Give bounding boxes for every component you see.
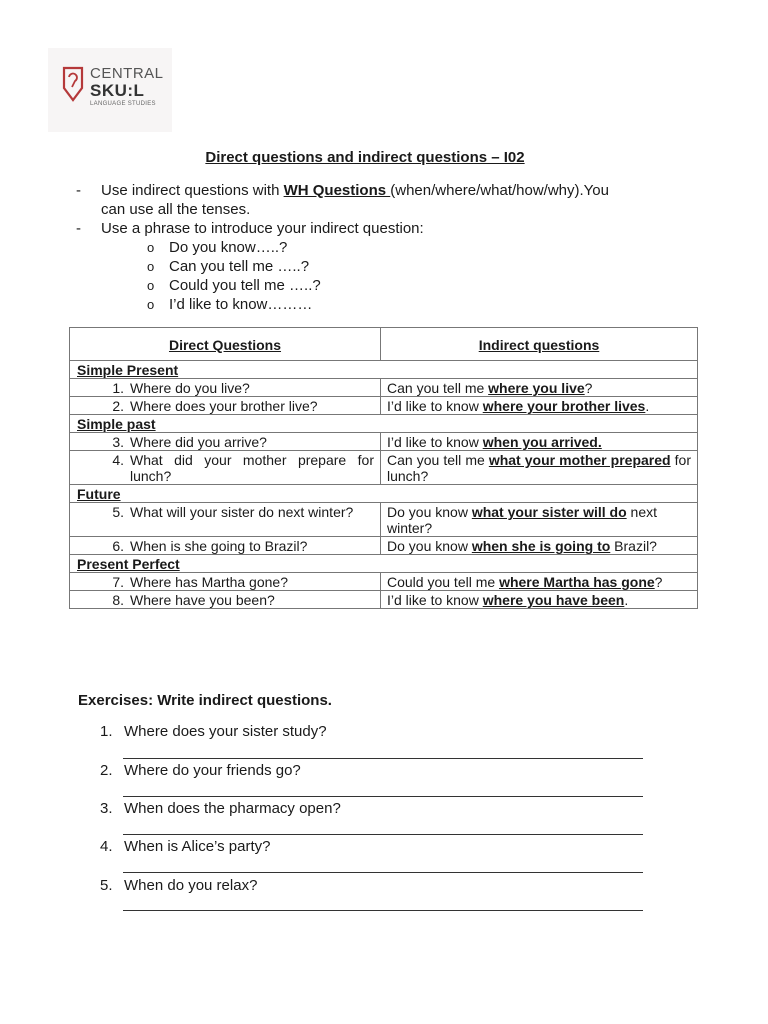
direct-question-cell (70, 397, 381, 415)
indirect-pre: Can you tell me (387, 380, 489, 396)
page-title: Direct questions and indirect questions – I02 (205, 149, 525, 166)
section-row (70, 415, 698, 433)
indirect-question-cell (381, 379, 698, 397)
indirect-pre: I’d like to know (387, 398, 483, 414)
exercise-number: 4. (100, 838, 113, 855)
direct-question-cell (70, 451, 381, 485)
sub-bullet (147, 258, 309, 276)
exercise-number: 2. (100, 762, 113, 779)
table-row (70, 573, 698, 591)
exercise-item (100, 838, 270, 855)
indirect-pre: Do you know (387, 504, 472, 520)
table-row (70, 537, 698, 555)
indirect-question-cell (381, 591, 698, 609)
indirect-emphasis: what your sister will do (471, 504, 627, 520)
section-row (70, 485, 698, 503)
indirect-post: next winter? (387, 504, 657, 536)
exercise-item (100, 800, 341, 817)
logo-line1: CENTRAL (90, 65, 164, 82)
direct-question: Where do you live? (130, 380, 250, 396)
exercise-question: When do you relax? (124, 877, 258, 894)
answer-line[interactable] (123, 834, 643, 835)
section-row (70, 361, 698, 379)
indirect-post: for lunch? (387, 452, 691, 484)
direct-question-cell (70, 379, 381, 397)
sub-bullet (147, 296, 312, 314)
section-label: Simple past (70, 415, 698, 433)
section-label: Future (70, 485, 698, 503)
exercise-item (100, 723, 327, 740)
sub-bullet (147, 239, 287, 257)
indirect-post: Brazil? (610, 538, 657, 554)
section-row (70, 555, 698, 573)
exercise-question: When does the pharmacy open? (124, 800, 341, 817)
row-number: 6. (112, 538, 124, 554)
table-row (70, 503, 698, 537)
row-number: 1. (112, 380, 124, 396)
circle-bullet-icon: o (147, 240, 155, 255)
direct-question: Where did you arrive? (130, 434, 267, 450)
indirect-emphasis: where you live (488, 380, 585, 396)
header-direct-questions: Direct Questions (70, 328, 381, 361)
section-label: Present Perfect (70, 555, 698, 573)
section-label: Simple Present (70, 361, 698, 379)
indirect-question-cell (381, 451, 698, 485)
direct-question: Where have you been? (130, 592, 275, 608)
row-number: 5. (112, 504, 124, 520)
bullet-1-after: (when/where/what/how/why).You (390, 182, 609, 199)
direct-question: Where does your brother live? (130, 398, 318, 414)
direct-question: What did your mother prepare for lunch? (130, 452, 374, 484)
questions-table (69, 327, 698, 609)
indirect-question-cell (381, 503, 698, 537)
answer-line[interactable] (123, 872, 643, 873)
circle-bullet-icon: o (147, 278, 155, 293)
circle-bullet-icon: o (147, 297, 155, 312)
row-number: 3. (112, 434, 124, 450)
bullet-1 (101, 182, 661, 200)
direct-question-cell (70, 503, 381, 537)
sub-bullet-text: Could you tell me …..? (169, 277, 321, 294)
indirect-emphasis: when you arrived. (482, 434, 602, 450)
bullet-dash: - (76, 220, 81, 237)
exercise-question: Where do your friends go? (124, 762, 301, 779)
table-header-row (70, 328, 698, 361)
direct-question: When is she going to Brazil? (130, 538, 308, 554)
bullet-1-before: Use indirect questions with (101, 182, 284, 199)
answer-line[interactable] (123, 910, 643, 911)
indirect-pre: Can you tell me (387, 452, 489, 468)
table-row (70, 591, 698, 609)
exercise-item (100, 877, 257, 894)
indirect-emphasis: what your mother prepared (488, 452, 671, 468)
direct-question-cell (70, 433, 381, 451)
bullet-1-continuation: can use all the tenses. (101, 201, 251, 218)
indirect-post: . (645, 398, 650, 414)
indirect-pre: I’d like to know (387, 434, 483, 450)
exercise-item (100, 762, 301, 779)
direct-question: Where has Martha gone? (130, 574, 288, 590)
logo-line2: SKU:L (90, 81, 145, 100)
exercises-title: Exercises: Write indirect questions. (78, 692, 332, 709)
indirect-post: ? (584, 380, 593, 396)
logo-line3: LANGUAGE STUDIES (90, 101, 156, 107)
indirect-emphasis: where Martha has gone (499, 574, 655, 590)
exercise-number: 5. (100, 877, 113, 894)
header-indirect-questions: Indirect questions (381, 328, 698, 361)
sub-bullet-text: Do you know…..? (169, 239, 288, 256)
table-row (70, 397, 698, 415)
circle-bullet-icon: o (147, 259, 155, 274)
answer-line[interactable] (123, 796, 643, 797)
indirect-emphasis: where your brother lives (482, 398, 646, 414)
table-row (70, 433, 698, 451)
indirect-question-cell (381, 573, 698, 591)
row-number: 8. (112, 592, 124, 608)
direct-question: What will your sister do next winter? (130, 504, 354, 520)
indirect-post: . (624, 592, 629, 608)
indirect-pre: I’d like to know (387, 592, 483, 608)
sub-bullet-text: Can you tell me …..? (169, 258, 310, 275)
indirect-pre: Do you know (387, 538, 472, 554)
indirect-emphasis: where you have been (482, 592, 625, 608)
sub-bullet-text: I’d like to know……… (169, 296, 313, 313)
table-row (70, 451, 698, 485)
direct-question-cell (70, 591, 381, 609)
exercise-number: 1. (100, 723, 113, 740)
indirect-emphasis: when she is going to (471, 538, 611, 554)
indirect-question-cell (381, 397, 698, 415)
indirect-question-cell (381, 537, 698, 555)
logo (48, 48, 172, 132)
table-row (70, 379, 698, 397)
row-number: 7. (112, 574, 124, 590)
answer-line[interactable] (123, 758, 643, 759)
sub-bullet (147, 277, 321, 295)
indirect-pre: Could you tell me (387, 574, 500, 590)
direct-question-cell (70, 537, 381, 555)
row-number: 2. (112, 398, 124, 414)
direct-question-cell (70, 573, 381, 591)
exercise-question: When is Alice’s party? (124, 838, 271, 855)
indirect-question-cell (381, 433, 698, 451)
shield-logo-icon (62, 66, 84, 102)
row-number: 4. (112, 452, 124, 468)
bullet-1-emphasis: WH Questions (283, 182, 391, 199)
bullet-2: Use a phrase to introduce your indirect question: (101, 220, 424, 237)
bullet-dash: - (76, 182, 81, 199)
exercise-number: 3. (100, 800, 113, 817)
indirect-post: ? (654, 574, 663, 590)
exercise-question: Where does your sister study? (124, 723, 327, 740)
